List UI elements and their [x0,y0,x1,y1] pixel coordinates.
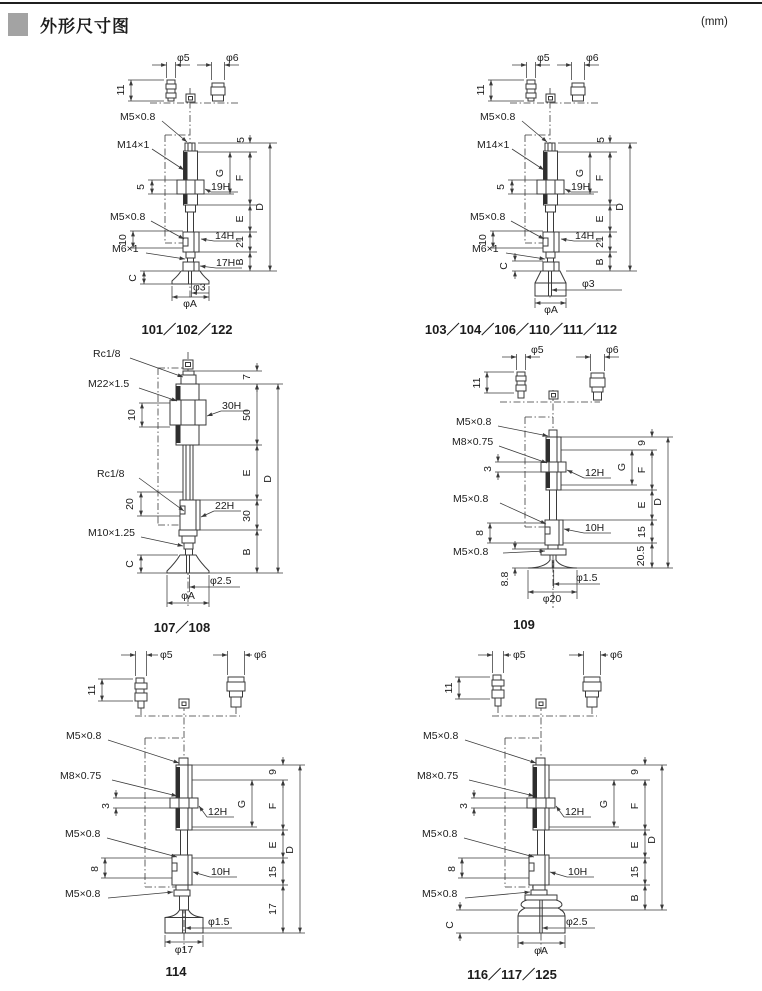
label-5-nut: 5 [495,184,507,190]
label-11: 11 [86,684,98,696]
label-phi3: φ3 [582,278,595,290]
pad-body [165,758,203,933]
label-19H: 19H [211,181,231,193]
label-m5-low: M5×0.8 [422,888,458,900]
top-fittings [516,372,605,400]
label-10: 10 [477,234,489,246]
label-30: 30 [241,510,253,522]
label-phi6: φ6 [226,52,239,64]
label-8: 8 [474,530,486,536]
label-8-8: 8.8 [499,571,511,587]
caption-109: 109 [513,617,535,632]
label-phi5: φ5 [531,344,544,356]
page-title: 外形尺寸图 [40,17,130,36]
drawing-116-117-125 [417,640,720,970]
label-rc-mid: Rc1/8 [97,468,125,480]
top-rule [0,2,762,4]
label-20-5: 20.5 [635,545,647,567]
label-5-top: 5 [235,137,247,143]
drawing-101-102-122 [60,50,360,340]
pad-body [528,430,577,568]
label-phiA: φA [534,945,548,957]
label-phiA: φA [183,298,197,310]
bottom-dimensions [172,282,209,311]
label-B: B [241,548,253,556]
label-phi6: φ6 [610,649,623,661]
label-D: D [284,846,296,854]
label-phi5: φ5 [160,649,173,661]
label-C: C [498,262,510,270]
label-B: B [234,258,246,266]
label-phi6: φ6 [254,649,267,661]
label-10H: 10H [585,522,605,534]
label-D: D [646,836,658,844]
label-50: 50 [241,409,253,421]
label-10H: 10H [211,866,231,878]
label-m5-top: M5×0.8 [456,416,492,428]
label-E: E [234,215,246,223]
label-9: 9 [629,769,641,775]
label-14H: 14H [575,230,595,242]
label-phi17: φ17 [174,944,194,956]
label-D: D [254,203,266,211]
label-G: G [214,168,226,178]
label-B: B [594,258,606,266]
label-C: C [124,560,136,568]
label-m22: M22×1.5 [88,378,130,390]
left-labels [110,111,187,284]
label-G: G [574,168,586,178]
top-fittings [166,80,225,102]
right-dimensions [192,757,305,933]
label-m5-mid: M5×0.8 [470,211,506,223]
drawing-107-108 [60,340,360,630]
label-phi3: φ3 [193,281,206,294]
label-m5-mid: M5×0.8 [453,493,489,505]
label-F: F [594,174,606,182]
label-phi5: φ5 [537,52,550,64]
label-m5-mid: M5×0.8 [422,828,458,840]
label-21: 21 [594,236,606,248]
label-phi6: φ6 [606,344,619,356]
unit-label: (mm) [701,16,728,28]
label-F: F [636,466,648,474]
label-3: 3 [100,803,112,809]
label-3: 3 [482,466,494,472]
label-C: C [444,921,456,929]
label-m5-low: M5×0.8 [453,546,489,558]
bottom-dimensions [165,916,232,956]
pad-body [535,143,566,296]
label-m5-top: M5×0.8 [480,111,516,123]
label-17H: 17H [216,257,236,269]
label-14H: 14H [215,230,235,242]
label-m8: M8×0.75 [417,770,459,782]
label-C: C [127,274,139,282]
caption-101-102-122: 101／102／122 [141,322,233,337]
label-phi1-5: φ1.5 [576,572,598,584]
label-m8: M8×0.75 [60,770,102,782]
top-fittings [526,80,585,102]
label-phi6: φ6 [586,52,599,64]
label-8: 8 [446,866,458,872]
section-marker [8,13,28,36]
label-G: G [236,799,248,809]
left-labels [417,730,536,941]
label-phi2-5: φ2.5 [566,916,588,928]
label-B: B [629,894,641,902]
label-m14: M14×1 [117,139,150,151]
label-F: F [629,802,641,810]
label-12H: 12H [208,806,228,818]
label-11: 11 [475,84,487,96]
label-22H: 22H [215,500,235,512]
label-m5-top: M5×0.8 [120,111,156,123]
label-10: 10 [117,234,129,246]
label-phi2-5: φ2.5 [210,575,232,587]
pad-body [518,758,565,933]
label-E: E [594,215,606,223]
label-15: 15 [636,526,648,538]
top-fittings [492,675,601,708]
left-labels [452,416,548,586]
label-phi20: φ20 [542,593,562,605]
label-m5-mid: M5×0.8 [65,828,101,840]
bottom-dimensions [167,575,240,607]
label-F: F [234,174,246,182]
top-fittings [135,677,245,708]
caption-103-112: 103／104／106／110／111／112 [424,322,618,337]
right-dimensions [561,429,673,568]
label-21: 21 [234,236,246,248]
right-dimensions [198,135,277,271]
label-m5-top: M5×0.8 [66,730,102,742]
label-11: 11 [471,377,483,389]
caption-114: 114 [165,964,187,979]
label-19H: 19H [571,181,591,193]
label-D: D [262,475,274,483]
label-m5-mid: M5×0.8 [110,211,146,223]
label-E: E [636,501,648,509]
label-9: 9 [267,769,279,775]
label-m6: M6×1 [472,243,499,255]
label-11: 11 [443,682,455,694]
label-10H: 10H [568,866,588,878]
right-dimensions [549,757,667,910]
caption-107-108: 107／108 [153,620,211,635]
label-m8: M8×0.75 [452,436,494,448]
label-phi5: φ5 [513,649,526,661]
label-phi5: φ5 [177,52,190,64]
label-phiA: φA [544,304,558,316]
right-dimensions [558,135,637,271]
label-5-top: 5 [595,137,607,143]
label-rc-top: Rc1/8 [93,348,121,360]
label-9: 9 [636,440,648,446]
label-7: 7 [241,374,253,380]
label-phiA: φA [181,590,195,602]
left-labels [88,348,184,573]
label-5-nut: 5 [135,184,147,190]
label-3: 3 [458,803,470,809]
label-D: D [614,203,626,211]
drawing-103-112 [420,50,720,340]
label-m10: M10×1.25 [88,527,135,539]
label-phi1-5: φ1.5 [208,916,230,928]
pad-body [167,360,209,573]
label-30H: 30H [222,400,242,412]
label-15: 15 [267,866,279,878]
label-20: 20 [124,498,136,510]
label-15: 15 [629,866,641,878]
label-D: D [652,498,664,506]
label-F: F [267,802,279,810]
label-E: E [267,841,279,849]
drawing-114 [60,640,360,970]
label-m5-low: M5×0.8 [65,888,101,900]
label-12H: 12H [585,467,605,479]
label-12H: 12H [565,806,585,818]
label-G: G [598,799,610,809]
left-labels [470,111,547,279]
label-8: 8 [89,866,101,872]
caption-116-117-125: 116／117／125 [467,967,557,982]
label-11: 11 [115,84,127,96]
right-dimensions [193,363,283,573]
label-m14: M14×1 [477,139,510,151]
label-10: 10 [126,409,138,421]
pad-body [172,143,209,284]
label-m6: M6×1 [112,243,139,255]
label-m5-top: M5×0.8 [423,730,459,742]
bottom-dimensions [528,570,600,605]
drawing-109 [420,340,720,630]
label-E: E [241,469,253,477]
label-G: G [616,462,628,472]
left-labels [60,730,179,900]
label-E: E [629,841,641,849]
label-17: 17 [267,903,279,915]
